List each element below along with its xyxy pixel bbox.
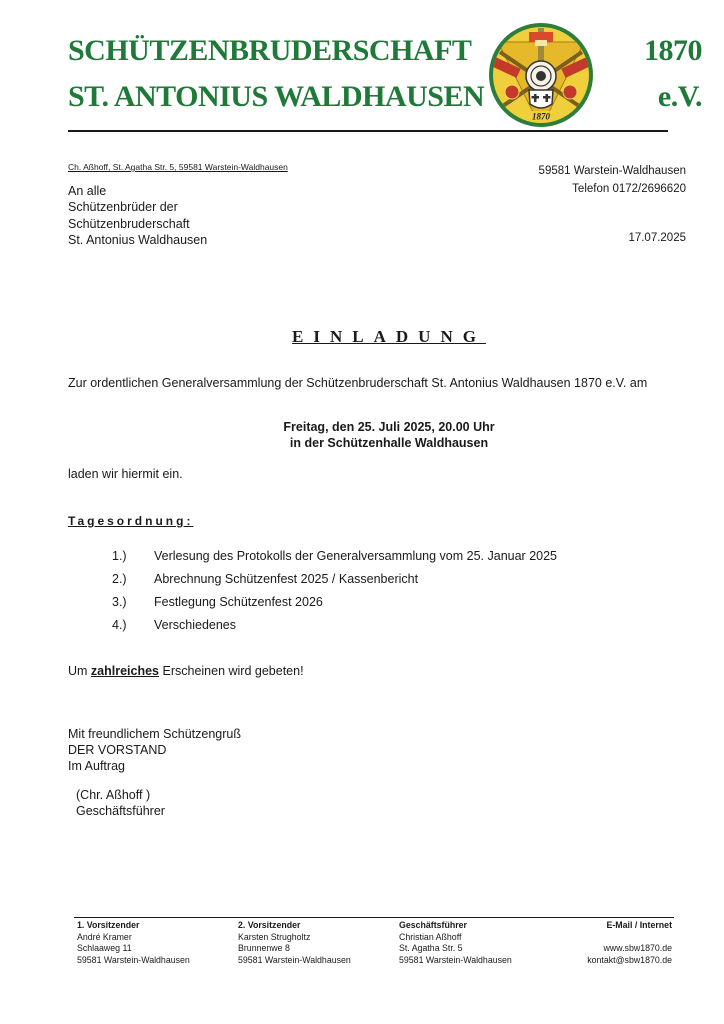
footer-column-contact <box>587 920 672 966</box>
agenda-item-number: 4.) <box>112 618 127 632</box>
club-name-line1: SCHÜTZENBRUDERSCHAFT <box>68 34 472 67</box>
footer-line: André Kramer <box>77 931 132 942</box>
footer-line: 59581 Warstein-Waldhausen <box>238 954 351 965</box>
footer-column-chairman <box>77 920 190 966</box>
club-name-line2: ST. ANTONIUS WALDHAUSEN <box>68 80 485 113</box>
invite-closing: laden wir hiermit ein. <box>68 467 183 481</box>
signer-name: (Chr. Aßhoff ) <box>76 788 151 802</box>
appeal-emphasis: zahlreiches <box>90 664 160 678</box>
appeal-pre: Um <box>68 664 91 678</box>
letter-title: EINLADUNG <box>292 327 486 346</box>
contact-city: 59581 Warstein-Waldhausen <box>538 165 686 177</box>
appeal-post: Erscheinen wird gebeten! <box>159 664 304 678</box>
club-emblem-logo <box>488 22 594 128</box>
agenda-item <box>112 595 557 618</box>
footer-website[interactable]: www.sbw1870.de <box>603 943 672 953</box>
founding-year: 1870 <box>644 34 702 67</box>
agenda-item-number: 2.) <box>112 572 127 586</box>
agenda-list <box>112 549 557 641</box>
intro-paragraph: Zur ordentlichen Generalversammlung der Schützenbruderschaft St. Antonius Waldhausen 1870 e.V. am <box>68 376 648 390</box>
agenda-item <box>112 572 557 595</box>
contact-phone: Telefon 0172/2696620 <box>572 183 686 195</box>
recipient-block <box>68 183 207 248</box>
footer-line: Schlaaweg 11 <box>77 943 132 953</box>
recipient-line: An alle <box>68 184 107 198</box>
footer-line: Karsten Strugholtz <box>238 931 311 942</box>
footer-column-title: Geschäftsführer <box>399 920 467 930</box>
footer-column-title: E-Mail / Internet <box>606 920 672 930</box>
footer-line: 59581 Warstein-Waldhausen <box>399 954 512 965</box>
event-date-time: Freitag, den 25. Juli 2025, 20.00 Uhr <box>283 420 495 434</box>
footer-column-vice-chairman <box>238 920 351 966</box>
signoff-on-behalf: Im Auftrag <box>68 759 125 773</box>
footer-divider <box>74 917 674 918</box>
footer-line <box>587 932 672 944</box>
footer-line: St. Agatha Str. 5 <box>399 943 463 953</box>
agenda-heading: Tagesordnung: <box>68 514 194 528</box>
footer-column-title: 2. Vorsitzender <box>238 920 301 930</box>
agenda-item-text: Verschiedenes <box>154 618 237 632</box>
recipient-line: Schützenbruderschaft <box>68 216 190 231</box>
signer-role: Geschäftsführer <box>76 804 165 818</box>
letter-date: 17.07.2025 <box>628 232 686 244</box>
recipient-line: Schützenbrüder der <box>68 200 178 215</box>
event-details <box>0 419 724 451</box>
agenda-item <box>112 549 557 572</box>
signoff-board: DER VORSTAND <box>68 743 167 757</box>
recipient-line: St. Antonius Waldhausen <box>68 232 208 247</box>
sender-address-line: Ch. Aßhoff, St. Agatha Str. 5, 59581 Warstein-Waldhausen <box>68 162 288 172</box>
event-location: in der Schützenhalle Waldhausen <box>289 436 489 450</box>
agenda-item-number: 3.) <box>112 595 127 609</box>
footer-line: 59581 Warstein-Waldhausen <box>77 954 190 965</box>
footer-line: Christian Aßhoff <box>399 931 462 942</box>
agenda-item-text: Festlegung Schützenfest 2026 <box>154 595 323 609</box>
agenda-item-text: Abrechnung Schützenfest 2025 / Kassenbericht <box>154 572 419 586</box>
footer-column-title: 1. Vorsitzender <box>77 920 140 930</box>
footer-column-manager <box>399 920 512 966</box>
agenda-item <box>112 618 557 641</box>
signer-block <box>76 787 165 819</box>
contact-block <box>539 162 686 198</box>
signoff-block <box>68 726 241 774</box>
agenda-item-text: Verlesung des Protokolls der Generalversammlung vom 25. Januar 2025 <box>154 549 557 563</box>
emblem-year: 1870 <box>532 111 550 122</box>
footer-line: Brunnenwe 8 <box>238 943 290 953</box>
agenda-item-number: 1.) <box>112 549 127 563</box>
header-divider <box>68 130 668 132</box>
attendance-appeal <box>68 664 304 678</box>
footer-email[interactable]: kontakt@sbw1870.de <box>587 954 672 965</box>
signoff-greeting: Mit freundlichem Schützengruß <box>68 727 241 741</box>
legal-suffix: e.V. <box>657 80 702 113</box>
